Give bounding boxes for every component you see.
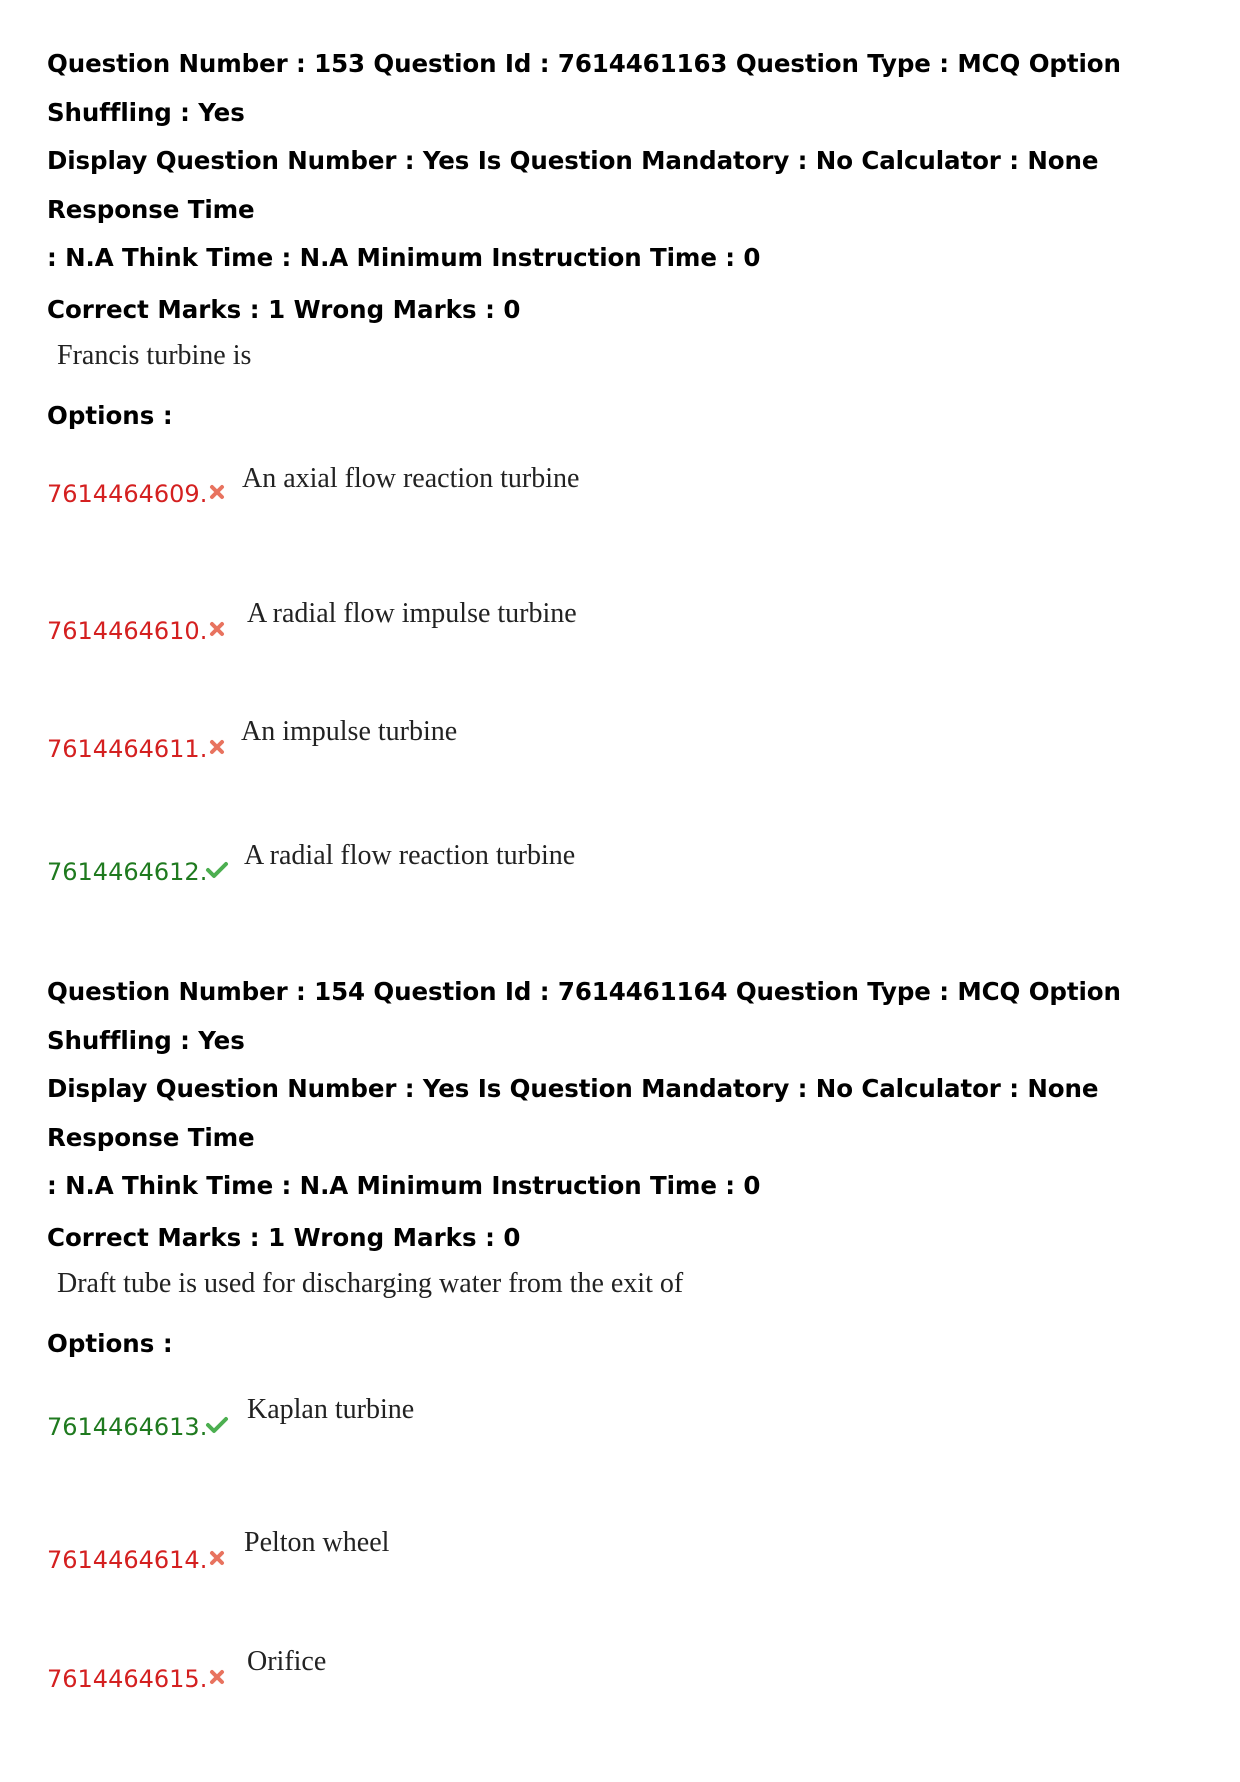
question-text: Draft tube is used for discharging water from the exit of (57, 1267, 684, 1299)
option-item (47, 715, 1207, 854)
option-item (47, 839, 1207, 987)
question-text: Francis turbine is (57, 339, 252, 371)
check-icon (205, 860, 229, 880)
cross-icon (207, 619, 227, 639)
cross-icon (207, 1667, 227, 1687)
check-icon (205, 1415, 229, 1435)
question-meta-line: Display Question Number : Yes Is Question Mandatory : No Calculator : None Response Time (47, 1074, 1099, 1152)
question-meta-line: : N.A Think Time : N.A Minimum Instruction Time : 0 (47, 1171, 761, 1200)
option-id: 7614464612. (47, 857, 208, 886)
option-id: 7614464615. (47, 1664, 208, 1693)
option-item (47, 1645, 1207, 1782)
cross-icon (207, 482, 227, 502)
option-id: 7614464611. (47, 734, 208, 763)
option-text: Orifice (247, 1645, 327, 1677)
option-id: 7614464614. (47, 1545, 208, 1574)
cross-icon (207, 737, 227, 757)
question-meta-line: : N.A Think Time : N.A Minimum Instruction Time : 0 (47, 243, 761, 272)
marks-line: Correct Marks : 1 Wrong Marks : 0 (47, 1222, 521, 1252)
question-block-154 (47, 968, 1207, 1782)
option-id: 7614464610. (47, 616, 208, 645)
option-text: A radial flow reaction turbine (244, 839, 576, 871)
option-item (47, 1516, 1207, 1649)
option-item (47, 1383, 1207, 1516)
marks-line: Correct Marks : 1 Wrong Marks : 0 (47, 294, 521, 324)
option-text: An axial flow reaction turbine (242, 462, 580, 494)
options-label: Options : (47, 400, 173, 430)
option-text: A radial flow impulse turbine (247, 597, 577, 629)
option-id: 7614464609. (47, 479, 208, 508)
option-text: Kaplan turbine (247, 1393, 415, 1425)
question-meta-line: Question Number : 154 Question Id : 7614461164 Question Type : MCQ Option Shuffling : Yes (47, 977, 1121, 1055)
option-text: An impulse turbine (241, 715, 458, 747)
option-item (47, 588, 1207, 721)
question-meta-line: Display Question Number : Yes Is Question Mandatory : No Calculator : None Response Time (47, 146, 1099, 224)
option-text: Pelton wheel (244, 1526, 390, 1558)
question-meta-line: Question Number : 153 Question Id : 7614461163 Question Type : MCQ Option Shuffling : Yes (47, 49, 1121, 127)
options-label: Options : (47, 1328, 173, 1358)
cross-icon (207, 1548, 227, 1568)
option-id: 7614464613. (47, 1412, 208, 1441)
question-block-153 (47, 40, 1207, 987)
option-item (47, 455, 1207, 588)
